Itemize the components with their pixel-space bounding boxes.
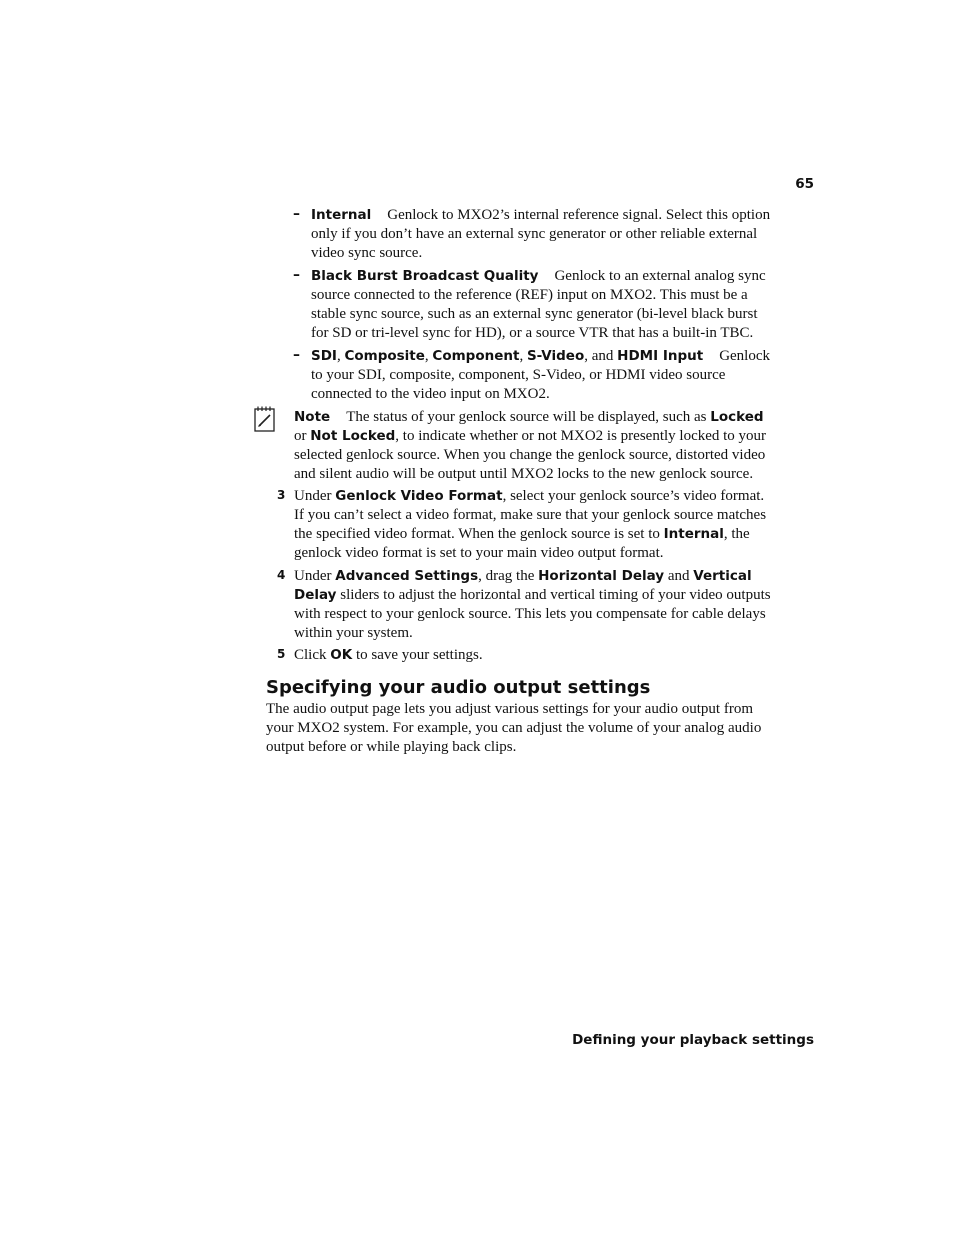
- step-3-text: Under Genlock Video Format, select your genlock source’s video format. If you can’t select a video format, make sure that your genlock source matches the specified video format. When the genlock source is set to Internal, the genlock video format is set to your main video output format.: [294, 488, 767, 561]
- genlock-option-video-inputs: SDI, Composite, Component, S-Video, and HDMI Input Genlock to your SDI, composite, component, S-Video, or HDMI video source connected to the video input on MXO2.: [311, 348, 771, 402]
- step-4-text: Under Advanced Settings, drag the Horizontal Delay and Vertical Delay sliders to adjust the horizontal and vertical timing of your video outputs with respect to your genlock source. This lets you compensate for cable delays within your system.: [294, 568, 771, 641]
- bullet-dash: –: [293, 267, 300, 283]
- bullet-dash: –: [293, 206, 300, 222]
- step-number: 3: [277, 488, 286, 502]
- genlock-option-internal: Internal Genlock to MXO2’s internal reference signal. Select this option only if you don’t have an external sync generator or other reliable external video sync source.: [311, 207, 771, 261]
- section-body: The audio output page lets you adjust various settings for your audio output from your MXO2 system. For example, you can adjust the volume of your analog audio output before or while playing back clips.: [266, 701, 762, 755]
- section-heading: Specifying your audio output settings: [266, 677, 651, 698]
- step-5-text: Click OK to save your settings.: [294, 647, 483, 663]
- note-text: Note The status of your genlock source will be displayed, such as Locked or Not Locked, to indicate whether or not MXO2 is presently locked to your selected genlock source. When you change the genlock source, distorted video and silent audio will be output until MXO2 locks to the new genlock source.: [294, 409, 767, 482]
- genlock-option-black-burst: Black Burst Broadcast Quality Genlock to an external analog sync source connected to the reference (REF) input on MXO2. This must be a stable sync source, such as an external sync generator (bi-level black burst for SD or tri-level sync for HD), or a source VTR that has a built-in TBC.: [311, 268, 766, 341]
- running-footer: Defining your playback settings: [572, 1032, 814, 1048]
- step-number: 4: [277, 568, 286, 582]
- note-pencil-icon: [253, 405, 277, 433]
- page-number: 65: [795, 176, 814, 192]
- bullet-dash: –: [293, 347, 300, 363]
- step-number: 5: [277, 647, 286, 661]
